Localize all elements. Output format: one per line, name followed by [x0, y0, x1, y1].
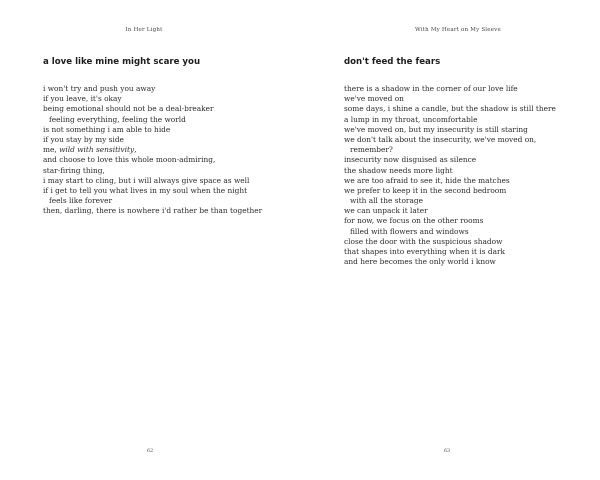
- poem-line: if you stay by my side: [43, 134, 124, 144]
- right-page: [300, 0, 600, 480]
- poem-line: and choose to love this whole moon-admiring,: [43, 155, 216, 165]
- poem-line: there is a shadow in the corner of our love life: [344, 84, 518, 93]
- poem-line: feeling everything, feeling the world: [49, 114, 186, 124]
- poem-body-right: [344, 84, 556, 267]
- poem-line: then, darling, there is nowhere i'd rather be than together: [43, 206, 263, 216]
- poem-line: we don't talk about the insecurity, we've moved on,: [344, 134, 537, 144]
- poem-line: star-firing thing,: [43, 165, 105, 175]
- poem-line: a lump in my throat, uncomfortable: [344, 114, 478, 124]
- poem-line: is not something i am able to hide: [43, 124, 171, 134]
- poem-line: and here becomes the only world i know: [344, 257, 496, 267]
- poem-line: feels like forever: [49, 196, 113, 206]
- poem-line-italic: wild with sensitivity: [59, 145, 135, 155]
- running-head-left: In Her Light: [125, 27, 163, 33]
- poem-line: if i get to tell you what lives in my soul when the night: [43, 185, 248, 195]
- poem-line: remember?: [350, 145, 393, 155]
- poem-line: that shapes into everything when it is dark: [344, 247, 506, 256]
- running-head-right: With My Heart on My Sleeve: [415, 27, 501, 33]
- poem-line: for now, we focus on the other rooms: [344, 216, 484, 226]
- poem-title-left: a love like mine might scare you: [43, 57, 201, 67]
- poem-line: i won't try and push you away: [43, 84, 156, 93]
- poem-line-pre: me,: [43, 145, 60, 155]
- poem-line: we've moved on, but my insecurity is still staring: [344, 124, 528, 134]
- poem-line: being emotional should not be a deal-breaker: [43, 104, 214, 114]
- poem-line: we prefer to keep it in the second bedroom: [344, 185, 507, 195]
- page-number-right: 63: [443, 448, 451, 454]
- poem-line: i may start to cling, but i will always give space as well: [43, 175, 250, 185]
- poem-line-post: ,: [134, 145, 137, 155]
- poem-body-left: [43, 84, 262, 216]
- poem-line: the shadow needs more light: [344, 165, 453, 175]
- poem-line: some days, i shine a candle, but the shadow is still there: [344, 104, 556, 114]
- poem-title-right: don't feed the fears: [344, 57, 441, 67]
- poem-line: we are too afraid to see it, hide the matches: [344, 175, 510, 185]
- poem-line: filled with flowers and windows: [350, 226, 469, 236]
- poem-line: close the door with the suspicious shadow: [344, 236, 503, 246]
- poem-line: if you leave, it's okay: [43, 94, 122, 104]
- page-number-left: 62: [146, 448, 154, 454]
- poem-line: with all the storage: [350, 196, 423, 206]
- poem-line: we can unpack it later: [344, 206, 428, 216]
- poem-line: insecurity now disguised as silence: [344, 155, 477, 165]
- poem-line: we've moved on: [344, 94, 404, 104]
- poem-line: [43, 145, 262, 155]
